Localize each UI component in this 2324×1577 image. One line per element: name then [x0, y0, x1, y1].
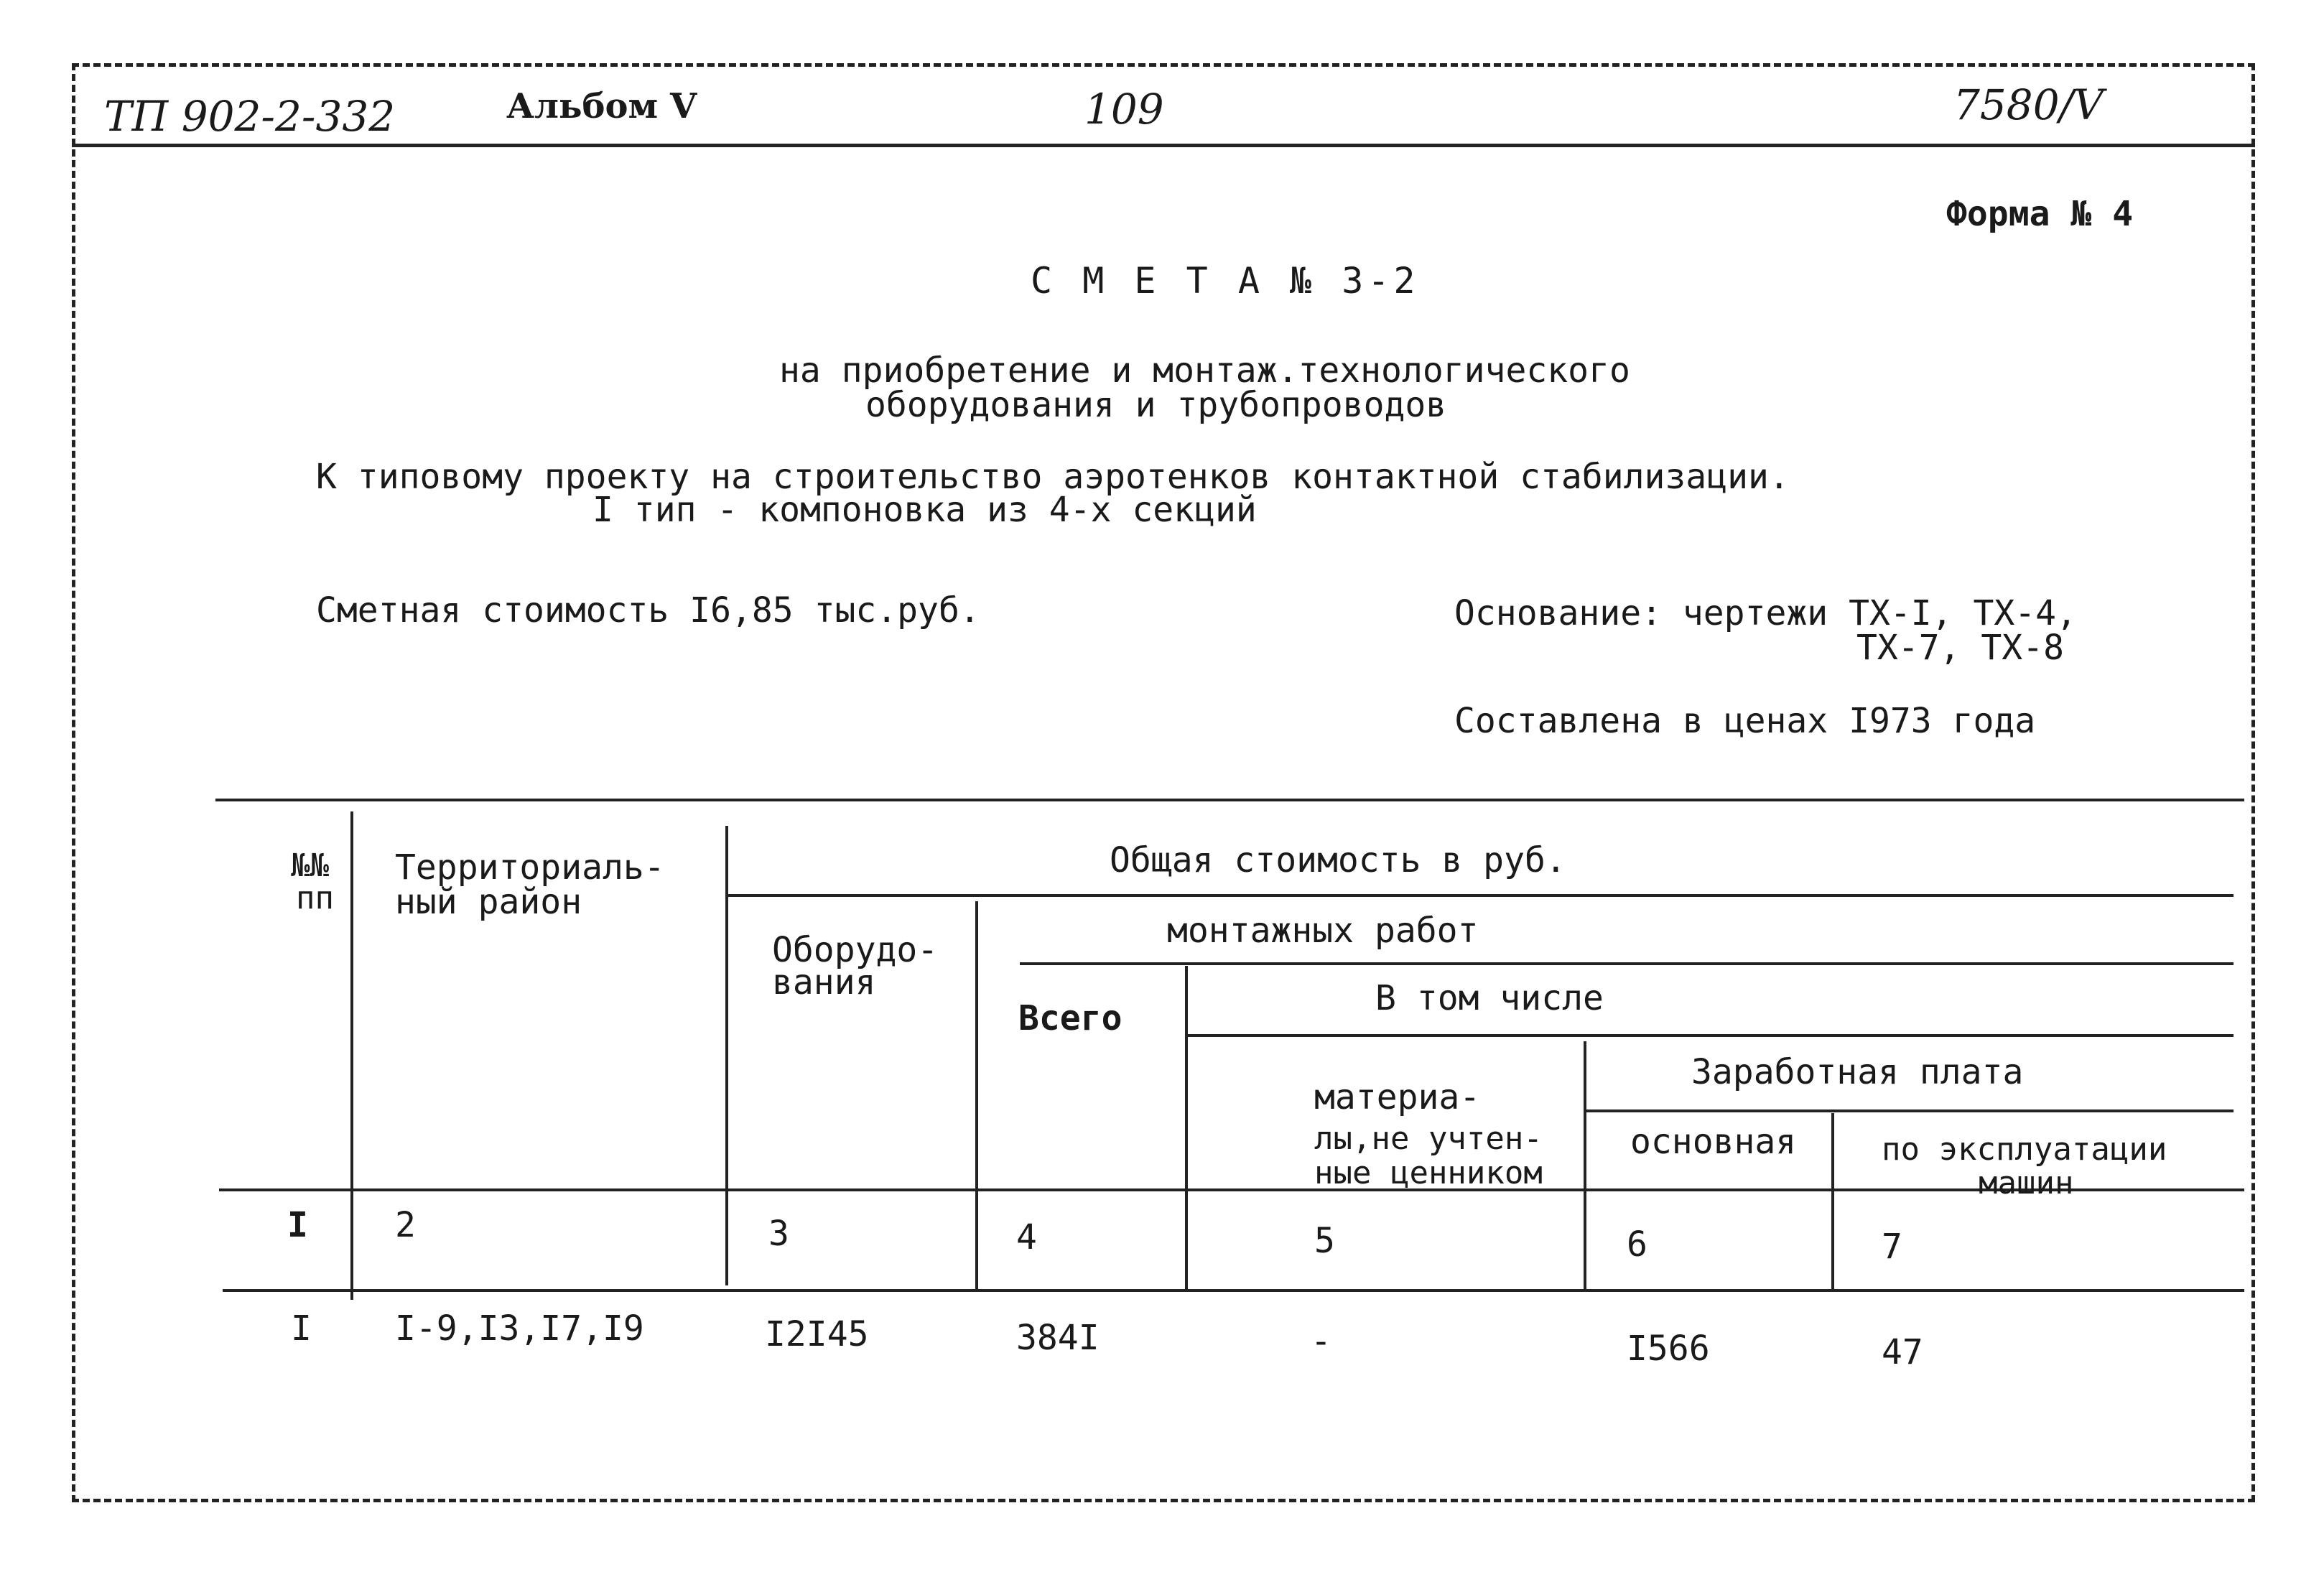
- subtitle-line1: на приобретение и монтаж.технологического: [779, 350, 1630, 391]
- form-label: Форма № 4: [1946, 194, 2134, 234]
- vline-5: [1584, 1041, 1586, 1289]
- header-num-line1: №№: [291, 847, 329, 884]
- vline-4: [1185, 966, 1188, 1289]
- page-number: 109: [1084, 85, 1164, 134]
- project-code: ТП 902-2-332: [104, 92, 396, 141]
- colnum-4: 4: [1016, 1217, 1037, 1257]
- project-line2: I тип - компоновка из 4-х секций: [592, 490, 1257, 530]
- colnum-3: 3: [768, 1214, 789, 1254]
- row-total: 384I: [1016, 1318, 1100, 1358]
- colnum-2: 2: [395, 1205, 416, 1245]
- header-machines-line2: машин: [1979, 1165, 2074, 1201]
- header-equipment-line1: Оборудо-: [772, 930, 939, 970]
- rule-including: [1185, 1034, 2234, 1037]
- header-total: Всего: [1018, 998, 1123, 1038]
- basis-line1: Основание: чертежи ТХ-I, ТХ-4,: [1454, 593, 2077, 633]
- row-basic-wages: I566: [1627, 1329, 1710, 1369]
- rule-header-bottom: [219, 1188, 2244, 1191]
- colnum-6: 6: [1627, 1224, 1647, 1265]
- project-line1: К типовому проекту на строительство аэротенков контактной стабилизации.: [316, 457, 1790, 497]
- album-label: Альбом V: [506, 86, 697, 126]
- header-materials-line1: материа-: [1314, 1077, 1481, 1117]
- rule-column-numbers: [223, 1289, 2244, 1292]
- colnum-1: I: [287, 1205, 308, 1245]
- row-equipment: I2I45: [765, 1314, 869, 1354]
- header-materials-line3: ные ценником: [1314, 1155, 1543, 1191]
- row-region: I-9,I3,I7,I9: [395, 1308, 644, 1349]
- prices-note: Составлена в ценах I973 года: [1454, 701, 2036, 741]
- header-machines-line1: по эксплуатации: [1882, 1131, 2167, 1168]
- header-materials-line2: лы,не учтен-: [1314, 1120, 1543, 1157]
- row-machine-wages: 47: [1882, 1332, 1923, 1372]
- subtitle-line2: оборудования и трубопроводов: [865, 385, 1447, 425]
- rule-wages: [1584, 1110, 2234, 1112]
- basis-line2: ТХ-7, ТХ-8: [1856, 628, 2064, 668]
- row-materials: -: [1311, 1321, 1331, 1362]
- header-total-cost: Общая стоимость в руб.: [1110, 840, 1566, 880]
- colnum-5: 5: [1314, 1221, 1335, 1261]
- header-equipment-line2: вания: [772, 962, 876, 1003]
- vline-2: [725, 826, 728, 1285]
- header-wages: Заработная плата: [1691, 1052, 2024, 1092]
- header-region-line2: ный район: [395, 882, 582, 922]
- estimated-cost: Сметная стоимость I6,85 тыс.руб.: [316, 590, 980, 631]
- row-num: I: [291, 1308, 312, 1349]
- vline-3: [975, 901, 978, 1289]
- header-region-line1: Территориаль-: [395, 847, 665, 888]
- rule-total-cost: [725, 894, 2234, 897]
- table-top-rule: [215, 799, 2244, 801]
- vline-1: [350, 811, 353, 1300]
- colnum-7: 7: [1882, 1227, 1902, 1267]
- rule-installation: [1020, 962, 2234, 965]
- header-installation: монтажных работ: [1167, 911, 1479, 951]
- document-title: С М Е Т А № 3-2: [1031, 260, 1420, 302]
- header-num-line2: пп: [296, 880, 334, 916]
- header-including: В том числе: [1375, 978, 1604, 1018]
- sheet-code: 7580/V: [1953, 80, 2104, 129]
- header-divider: [72, 144, 2255, 147]
- header-basic: основная: [1630, 1122, 1797, 1162]
- vline-6: [1831, 1113, 1834, 1289]
